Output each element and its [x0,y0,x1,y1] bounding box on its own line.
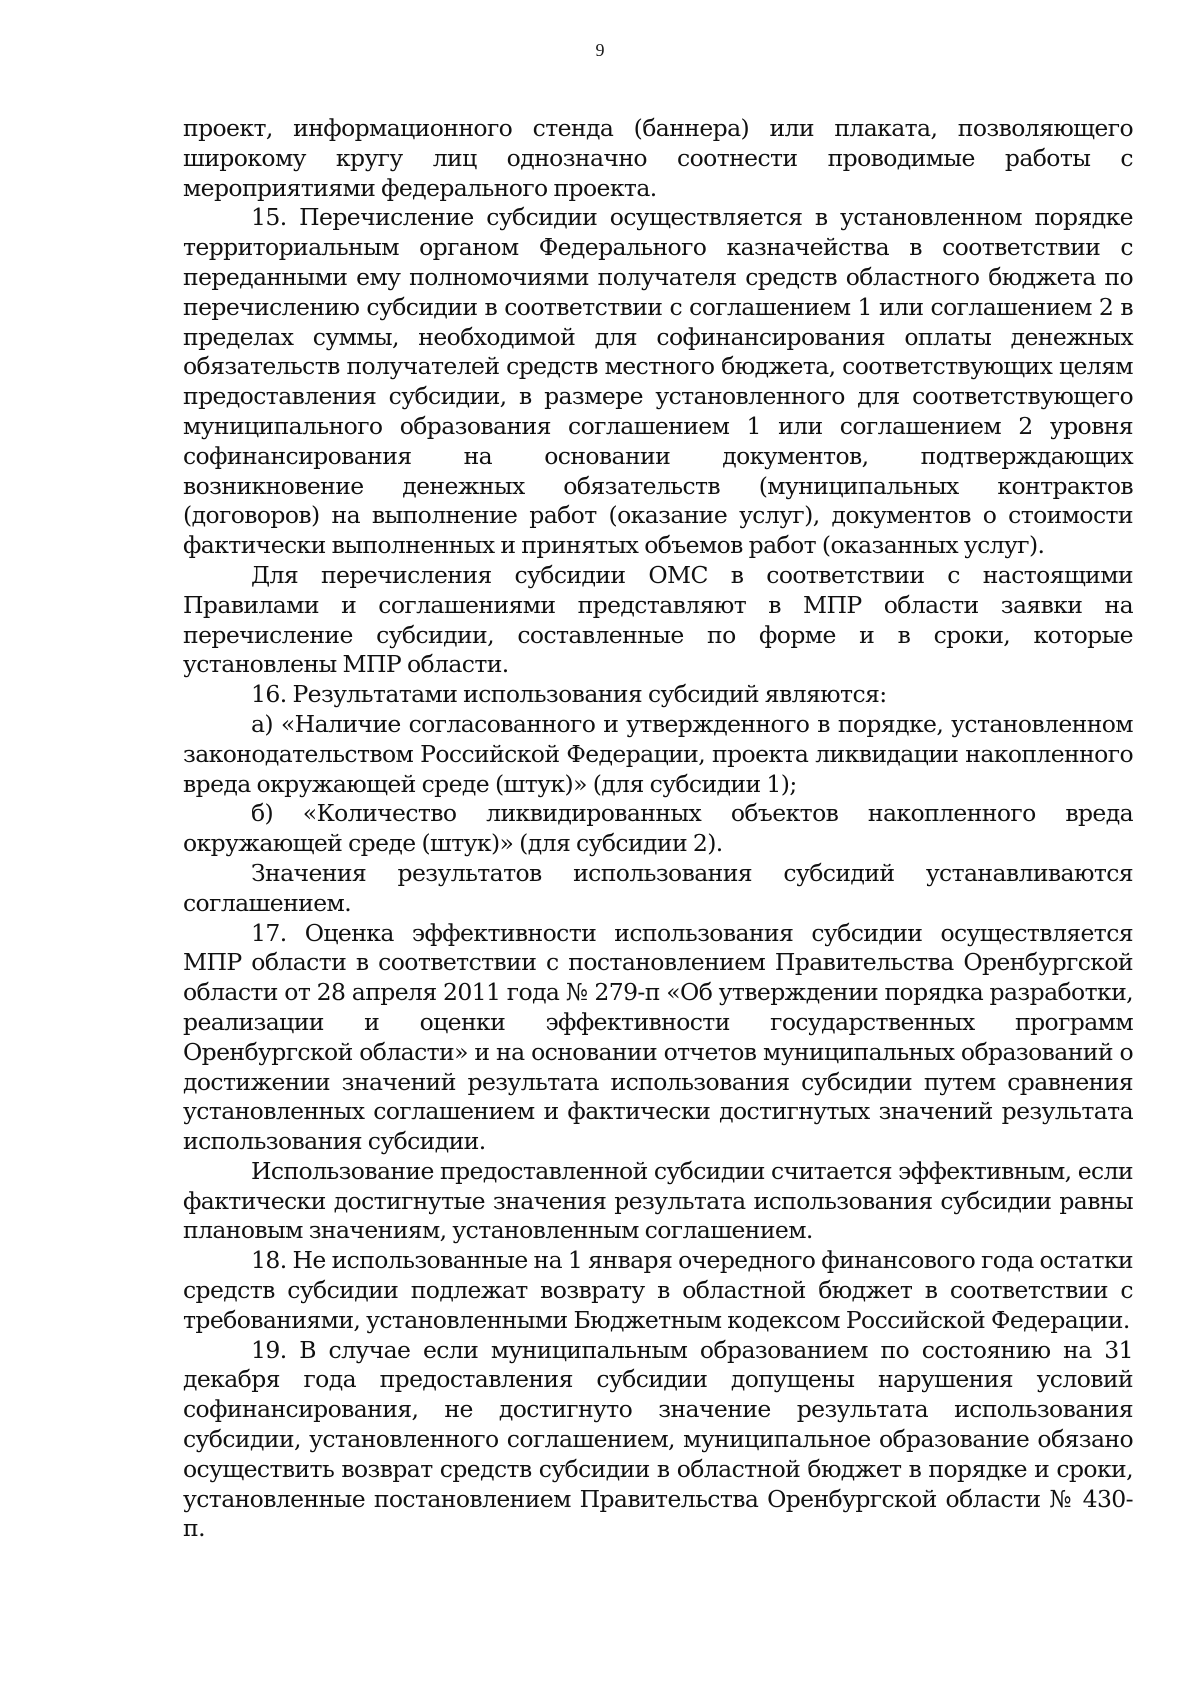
paragraph-16-item-a: а) «Наличие согласованного и утвержденного в порядке, установленном законодательством Российской Федерации, проекта ликвидации накопленного вреда окружающей среде (штук)» (для субсидии 1); [183,709,1133,798]
paragraph-17-effective: Использование предоставленной субсидии считается эффективным, если фактически достигнутые значения результата использования субсидии равны плановым значениям, установленным соглашением. [183,1156,1133,1245]
paragraph-15: 15. Перечисление субсидии осуществляется в установленном порядке территориальным органом Федерального казначейства в соответствии с переданными ему полномочиями получателя средств областного бюджета по перечислению субсидии в соответствии с соглашением 1 или соглашением 2 в пределах суммы, необходимой для софинансирования оплаты денежных обязательств получателей средств местного бюджета, соответствующих целям предоставления субсидии, в размере установленного для соответствующего муниципального образования соглашением 1 или соглашением 2 уровня софинансирования на основании документов, подтверждающих возникновение денежных обязательств (муниципальных контрактов (договоров) на выполнение работ (оказание услуг), документов о стоимости фактически выполненных и принятых объемов работ (оказанных услуг). [183,203,1133,560]
paragraph-16-item-b: б) «Количество ликвидированных объектов накопленного вреда окружающей среде (штук)» (для субсидии 2). [183,799,1133,858]
paragraph-16-values: Значения результатов использования субсидий устанавливаются соглашением. [183,858,1133,917]
paragraph-19: 19. В случае если муниципальным образованием по состоянию на 31 декабря года предоставления субсидии допущены нарушения условий софинансирования, не достигнуто значение результата использования субсидии, установленного соглашением, муниципальное образование обязано осуществить возврат средств субсидии в областной бюджет в порядке и сроки, установленные постановлением Правительства Оренбургской области № 430-п. [183,1335,1133,1543]
paragraph-15-requests: Для перечисления субсидии ОМС в соответствии с настоящими Правилами и соглашениями представляют в МПР области заявки на перечисление субсидии, составленные по форме и в сроки, которые установлены МПР области. [183,560,1133,679]
paragraph-17: 17. Оценка эффективности использования субсидии осуществляется МПР области в соответствии с постановлением Правительства Оренбургской области от 28 апреля 2011 года № 279-п «Об утверждении порядка разработки, реализации и оценки эффективности государственных программ Оренбургской области» и на основании отчетов муниципальных образований о достижении значений результата использования субсидии путем сравнения установленных соглашением и фактически достигнутых значений результата использования субсидии. [183,918,1133,1156]
paragraph-16: 16. Результатами использования субсидий являются: [251,680,887,709]
paragraph-18: 18. Не использованные на 1 января очередного финансового года остатки средств субсидии подлежат возврату в областной бюджет в соответствии с требованиями, установленными Бюджетным кодексом Российской Федерации. [183,1246,1133,1334]
page-number: 9 [595,40,605,60]
document-body [183,114,1133,1544]
paragraph-continuation: проект, информационного стенда (баннера) или плаката, позволяющего широкому кругу лиц однозначно соотнести проводимые работы с мероприятиями федерального проекта. [183,114,1133,202]
